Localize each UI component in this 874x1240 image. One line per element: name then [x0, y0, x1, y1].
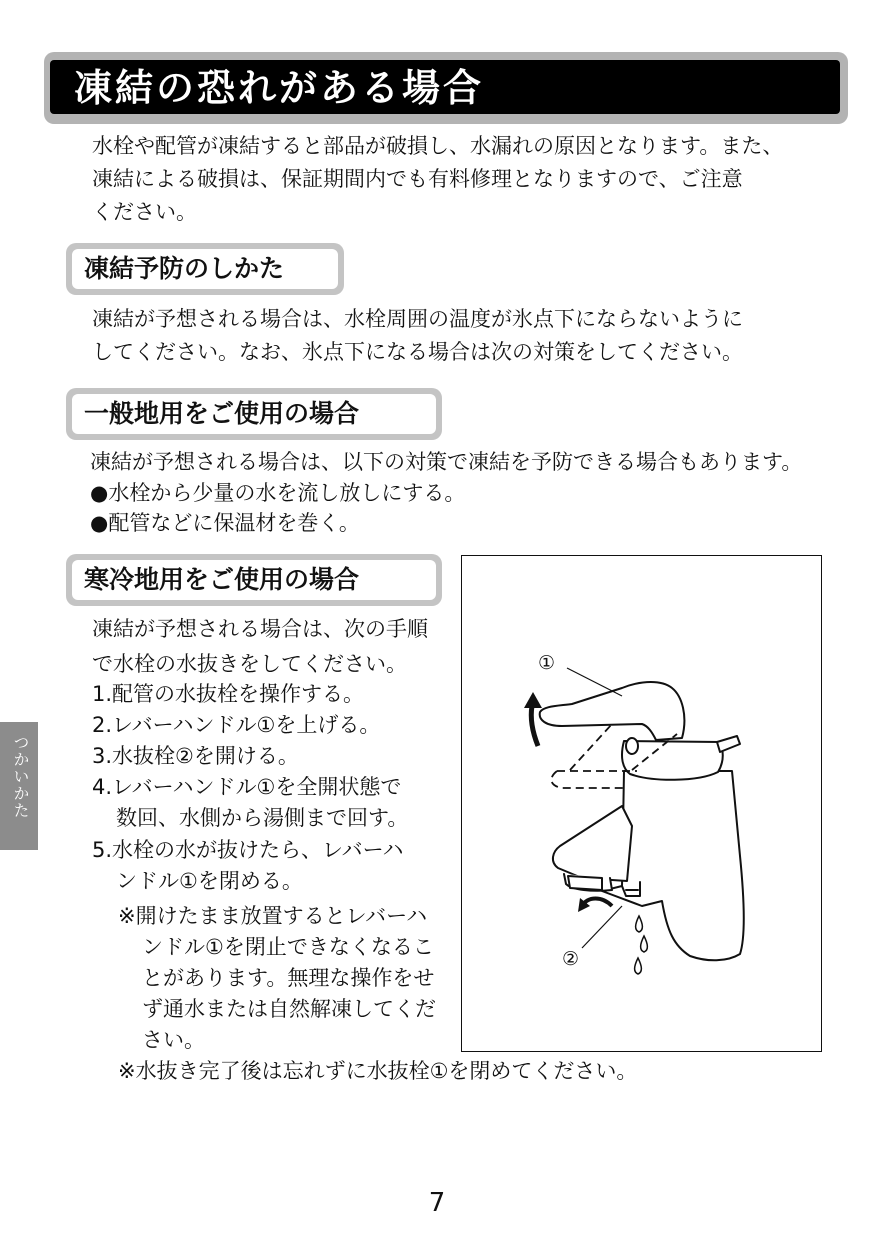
- label-drain-plug: ②: [562, 948, 580, 970]
- cold-step-4-cont: 数回、水側から湯側まで回す。: [116, 806, 409, 830]
- cold-line-2: で水栓の水抜きをしてください。: [92, 652, 407, 676]
- prevention-line-1: 凍結が予想される場合は、水栓周囲の温度が氷点下にならないように: [92, 307, 743, 331]
- section-heading-prevention: [66, 243, 344, 295]
- section-heading-cold: [66, 554, 442, 606]
- cold-line-1: 凍結が予想される場合は、次の手順: [92, 617, 428, 641]
- final-note: ※水抜き完了後は忘れずに水抜栓①を閉めてください。: [118, 1059, 638, 1083]
- general-bullet-2: ●配管などに保温材を巻く。: [90, 511, 360, 535]
- cold-step-3: 3.水抜栓②を開ける。: [92, 744, 299, 768]
- cold-note-line-3: とがあります。無理な操作をせ: [142, 966, 435, 990]
- page-title: 凍結の恐れがある場合: [74, 66, 485, 110]
- section-heading-prevention-text: 凍結予防のしかた: [84, 254, 285, 283]
- cold-note-line-5: さい。: [142, 1028, 205, 1052]
- prevention-line-2: してください。なお、氷点下になる場合は次の対策をしてください。: [92, 340, 743, 364]
- cold-step-5: 5.水栓の水が抜けたら、レバーハ: [92, 838, 404, 862]
- section-heading-general: [66, 388, 442, 440]
- section-heading-cold-text: 寒冷地用をご使用の場合: [84, 565, 360, 594]
- side-tab: [0, 722, 38, 850]
- cold-note-line-1: ※開けたまま放置するとレバーハ: [118, 904, 428, 928]
- intro-line-2: 凍結による破損は、保証期間内でも有料修理となりますので、ご注意: [92, 167, 743, 191]
- section-heading-general-text: 一般地用をご使用の場合: [84, 399, 360, 428]
- cold-step-1: 1.配管の水抜栓を操作する。: [92, 682, 365, 706]
- label-lever-handle: ①: [538, 652, 556, 674]
- title-bar: [44, 52, 848, 124]
- page-number: 7: [428, 1188, 446, 1218]
- cold-note-line-2: ンドル①を閉止できなくなるこ: [142, 935, 434, 959]
- cold-step-4: 4.レバーハンドル①を全開状態で: [92, 775, 402, 799]
- faucet-illustration: [462, 556, 820, 1050]
- cold-step-5-cont: ンドル①を閉める。: [116, 869, 303, 893]
- intro-line-1: 水栓や配管が凍結すると部品が破損し、水漏れの原因となります。また、: [92, 134, 784, 158]
- cold-note-line-4: ず通水または自然解凍してくだ: [142, 997, 436, 1021]
- cold-step-2: 2.レバーハンドル①を上げる。: [92, 713, 381, 737]
- general-bullet-1: ●水栓から少量の水を流し放しにする。: [90, 481, 466, 505]
- intro-line-3: ください。: [92, 200, 197, 224]
- side-tab-label: つかいかた: [11, 734, 30, 819]
- title-bar-inner: [50, 60, 840, 114]
- faucet-figure: [461, 555, 822, 1052]
- general-line-1: 凍結が予想される場合は、以下の対策で凍結を予防できる場合もあります。: [90, 450, 803, 474]
